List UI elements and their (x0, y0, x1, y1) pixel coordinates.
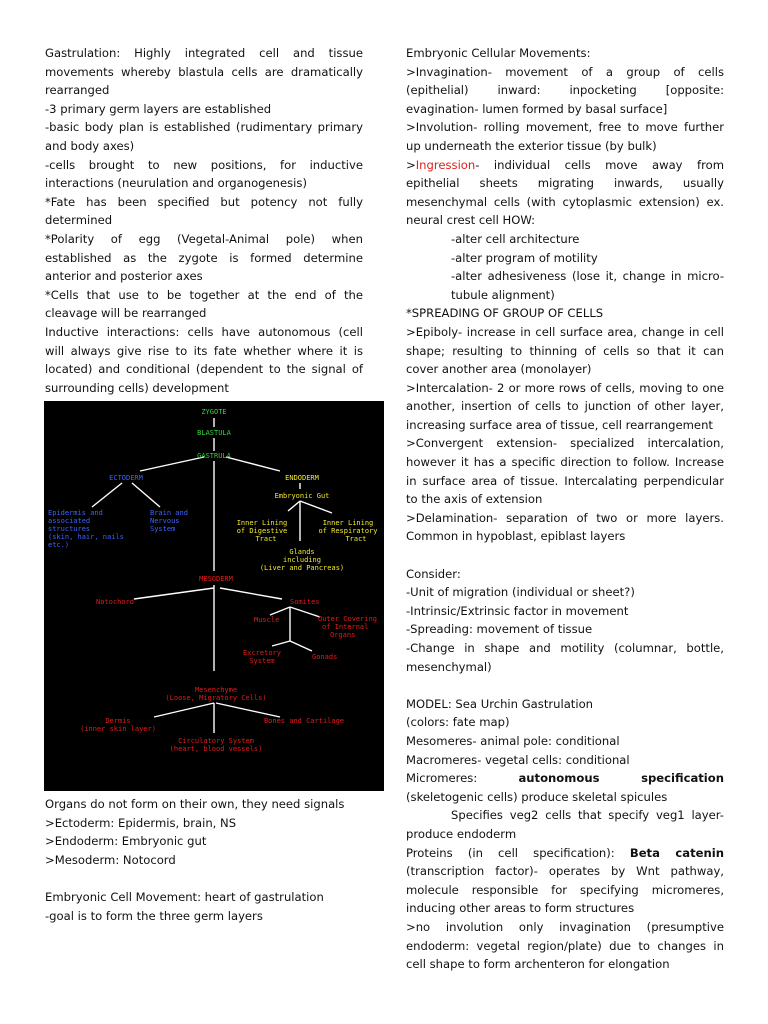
consider-heading: Consider: (406, 566, 461, 581)
consider-item-3: -Spreading: movement of tissue (406, 622, 593, 637)
svg-text:including: including (283, 556, 321, 565)
cell-positions-point: -cells brought to new positions, for inductive interactions (neurulation and organogenesis) (45, 157, 363, 191)
circulatory-label (170, 737, 263, 753)
how-item-3: -alter adhesiveness (lose it, change in micro-tubule alignment) (451, 269, 724, 302)
svg-text:Organs: Organs (330, 631, 356, 640)
svg-text:Dermis: Dermis (105, 717, 131, 726)
svg-text:System: System (249, 657, 275, 666)
intercalation-para: >Intercalation- 2 or more rows of cells, moving to one another, insertion of cells to junction of other layer, increasing surface area of tissue, cell rearrangement (406, 380, 724, 432)
svg-text:of Respiratory: of Respiratory (318, 527, 378, 536)
notochord-label: Notochord (96, 598, 134, 607)
blastula-label: BLASTULA (197, 429, 231, 438)
svg-text:Excretory: Excretory (243, 649, 281, 658)
ingression-para: >Ingression- individual cells move away from epithelial sheets migrating inwards, usually mesenchymal cells (with cytoplasmic extension) ex. neural crest cell HOW: (406, 157, 724, 228)
svg-text:Inner Lining: Inner Lining (236, 519, 288, 528)
svg-text:etc.): etc.) (48, 541, 70, 550)
svg-text:associated: associated (48, 517, 91, 526)
svg-text:(Liver and Pancreas): (Liver and Pancreas) (259, 564, 345, 573)
somites-label: Somites (290, 598, 320, 607)
svg-text:Epidermis and: Epidermis and (48, 509, 103, 518)
svg-text:Brain and: Brain and (150, 509, 188, 518)
gonads-label: Gonads (312, 653, 338, 662)
macromeres-line: Macromeres- vegetal cells: conditional (406, 752, 630, 767)
svg-text:(Loose, Migratory Cells): (Loose, Migratory Cells) (165, 694, 267, 703)
consider-item-4: -Change in shape and motility (columnar, bottle, mesenchymal) (406, 641, 724, 674)
gastrulation-definition: Gastrulation: Highly integrated cell and tissue movements whereby blastula cells are dramatically rearranged (45, 46, 363, 98)
spreading-heading: *SPREADING OF GROUP OF CELLS (406, 306, 604, 321)
svg-text:System: System (150, 525, 176, 534)
svg-text:Circulatory System: Circulatory System (178, 737, 254, 746)
involution-para: >Involution- rolling movement, free to move further up underneath the exterior tissue (by bulk) (406, 120, 724, 153)
model-heading: MODEL: Sea Urchin Gastrulation (406, 696, 594, 711)
rearranged-note: *Cells that use to be together at the end of the cleavage will be rearranged (45, 287, 363, 321)
svg-text:(skin, hair, nails: (skin, hair, nails (48, 533, 124, 542)
consider-item-2: -Intrinsic/Extrinsic factor in movement (406, 603, 629, 618)
delamination-para: >Delamination- separation of two or more layers. Common in hypoblast, epiblast layers (406, 510, 724, 544)
mesoderm-label: MESODERM (199, 575, 233, 584)
cell-movement-heading: Embryonic Cell Movement: heart of gastrulation (45, 890, 324, 905)
proteins-para: Proteins (in cell specification): Beta catenin (transcription factor)- operates by Wnt pathway, molecule responsible for specifying micromeres, inducing other areas to form structures (406, 845, 725, 916)
body-plan-point: -basic body plan is established (rudimentary primary and body axes) (45, 120, 363, 153)
svg-text:of Internal: of Internal (322, 623, 369, 632)
muscle-label: Muscle (254, 616, 280, 625)
invagination-para: >Invagination- movement of a group of cells (epithelial) inward: inpocketing [opposite: evagination- lumen formed by basal surface] (406, 64, 724, 116)
svg-text:of Digestive: of Digestive (236, 527, 288, 536)
ingression-term: Ingression (415, 157, 476, 172)
right-column (406, 44, 724, 974)
polarity-note: *Polarity of egg (Vegetal-Animal pole) when established as the zygote is formed determine anterior and posterior axes (45, 231, 363, 284)
svg-text:Glands: Glands (289, 548, 315, 557)
movements-heading: Embryonic Cellular Movements: (406, 46, 591, 60)
inductive-interactions: Inductive interactions: cells have autonomous (cell will always give rise to its fate whether where it is located) and conditional (dependent to the signal of surrounding cells) development (45, 324, 363, 395)
epiboly-para: >Epiboly- increase in cell surface area, change in cell shape; resulting to thinning of cells so that it can cover another area (monolayer) (406, 324, 724, 377)
left-column (45, 44, 378, 925)
svg-text:(inner skin layer): (inner skin layer) (80, 725, 156, 734)
mesomeres-line: Mesomeres- animal pole: conditional (406, 733, 620, 748)
fate-note: *Fate has been specified but potency not fully determined (45, 194, 363, 228)
specifies-para: Specifies veg2 cells that specify veg1 layer-produce endoderm (406, 808, 724, 841)
embryonic-gut-label: Embryonic Gut (274, 492, 330, 501)
ectoderm-item: >Ectoderm: Epidermis, brain, NS (45, 815, 237, 830)
organs-signals: Organs do not form on their own, they need signals (45, 797, 345, 812)
svg-text:Outer Covering: Outer Covering (318, 615, 378, 624)
how-item-1: -alter cell architecture (451, 231, 580, 246)
svg-text:Tract: Tract (345, 535, 367, 544)
svg-text:Mesenchyme: Mesenchyme (194, 686, 238, 695)
svg-text:Nervous: Nervous (150, 517, 180, 526)
endoderm-item: >Endoderm: Embryonic gut (45, 834, 207, 849)
svg-text:structures: structures (48, 525, 91, 534)
how-item-2: -alter program of motility (451, 250, 598, 265)
consider-item-1: -Unit of migration (individual or sheet?) (406, 585, 635, 600)
ectoderm-label: ECTODERM (109, 474, 143, 483)
colors-note: (colors: fate map) (406, 715, 510, 730)
bones-label: Bones and Cartilage (263, 717, 345, 726)
no-involution-para: >no involution only invagination (presumptive endoderm: vegetal region/plate) due to changes in cell shape to form archenteron for elongation (406, 919, 724, 972)
goal-point: -goal is to form the three germ layers (45, 908, 263, 923)
convergent-para: >Convergent extension- specialized intercalation, however it has a specific direction to follow. Increase in surface area of tissue. Intercalating perpendicular to the axis of extension (406, 436, 724, 507)
germ-layer-flowchart (44, 401, 384, 791)
gastrula-label: GASTRULA (197, 452, 231, 461)
svg-text:(heart, blood vessels): (heart, blood vessels) (169, 745, 263, 754)
endoderm-label: ENDODERM (285, 474, 319, 483)
zygote-label: ZYGOTE (201, 408, 227, 417)
svg-text:Tract: Tract (255, 535, 277, 544)
micromeres-para: Micromeres: autonomous specification (skeletogenic cells) produce skeletal spicules (406, 771, 724, 804)
germ-layers-point: -3 primary germ layers are established (45, 101, 272, 116)
mesoderm-item: >Mesoderm: Notocord (45, 853, 176, 868)
svg-text:Inner Lining: Inner Lining (322, 519, 374, 528)
